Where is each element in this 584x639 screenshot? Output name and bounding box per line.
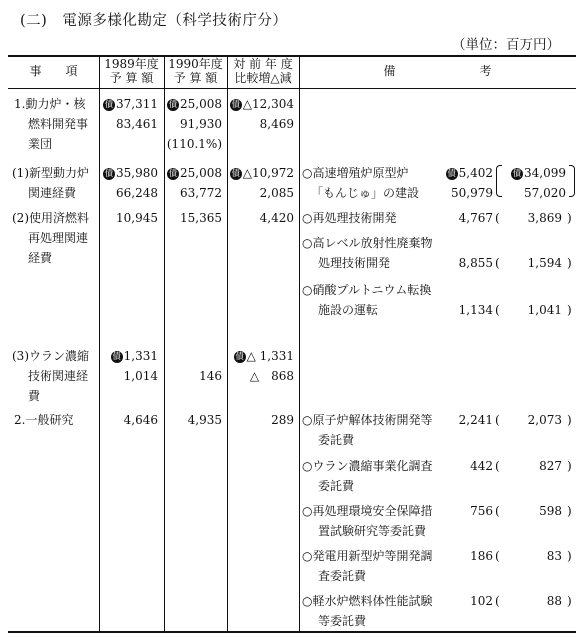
- header-bottom-rule: [8, 88, 576, 89]
- row4-compare-bond: [234, 347, 294, 365]
- row3-compare-value: 4,420: [259, 211, 294, 225]
- row2-compare-value: 2,085: [259, 186, 294, 200]
- remark-lwr-line1: ○軽水炉燃料体性能試験: [302, 594, 433, 608]
- remark-safety-line1: ○再処理環境安全保障措: [302, 504, 433, 518]
- remark-uranium-line2: 委託費: [318, 479, 355, 493]
- row2-compare-bond: [230, 164, 294, 182]
- row2-label-line2: 関連経費: [28, 186, 77, 200]
- remark-power-paren-close: ): [567, 549, 572, 563]
- remark-uranium-line1: ○ウラン濃縮事業化調査: [302, 459, 433, 473]
- remark-atomic-line1: ○原子炉解体技術開発等: [302, 413, 433, 427]
- remark-power-line2: 査委託費: [318, 569, 367, 583]
- remark-hlw-paren-close: ): [567, 256, 572, 270]
- remark-uranium-prev: 827: [539, 459, 562, 473]
- kokusai-mark: 債: [104, 100, 114, 110]
- row4-label-line3: 費: [28, 389, 41, 403]
- row4-1989-value: 1,014: [123, 369, 158, 383]
- header-item: 事 項: [29, 64, 78, 78]
- budget-table: [8, 55, 576, 633]
- row4-label-line1: (3)ウラン濃縮: [12, 349, 89, 363]
- remark-power-prev: 83: [546, 549, 562, 563]
- remark-atomic-paren-open: (: [495, 413, 500, 427]
- remark-plutonium-prev: 1,041: [527, 303, 562, 317]
- remark-uranium-value: 442: [470, 459, 493, 473]
- remark-atomic-prev: 2,073: [527, 413, 562, 427]
- header-1990-line2: 予 算 額: [173, 71, 218, 85]
- remark-hlw-line1: ○高レベル放射性廃棄物: [302, 236, 433, 250]
- remark-fbr-line1: ○高速増殖炉原型炉: [302, 166, 409, 180]
- remark-lwr-value: 102: [470, 594, 493, 608]
- row3-label-line3: 経費: [28, 251, 53, 265]
- kokusai-mark: 債: [104, 169, 114, 179]
- remark-fbr-bond: [446, 164, 493, 182]
- row3-1990-value: 15,365: [180, 211, 222, 225]
- row1-compare-value: 8,469: [259, 117, 294, 131]
- row2-1989-bond: [103, 164, 158, 182]
- row1-label-line3: 業団: [28, 137, 53, 151]
- remark-plutonium-value: 1,134: [458, 303, 493, 317]
- remark-lwr-prev: 88: [546, 594, 562, 608]
- row4-label-line2: 技術関連経: [28, 369, 89, 383]
- header-1989-line1: 1989年度: [104, 57, 159, 71]
- remark-safety-value: 756: [470, 504, 493, 518]
- row4-1989-bond-value: 1,331: [123, 349, 158, 363]
- remark-safety-prev: 598: [539, 504, 562, 518]
- row2-compare-bond-value: △10,972: [242, 166, 294, 180]
- col-divider-4: [299, 55, 300, 633]
- header-compare-line1: 対 前 年 度: [233, 57, 293, 71]
- kokusai-mark: 債: [447, 169, 456, 179]
- prev-year-bracket-close: [569, 165, 575, 197]
- header-compare-line2: 比較増△減: [234, 71, 292, 85]
- remark-fbr-line2: 「もんじゅ」の建設: [311, 186, 420, 200]
- remark-plutonium-line2: 施設の運転: [318, 303, 379, 317]
- row1-label-line2: 燃料開発事: [28, 117, 89, 131]
- remark-fbr-value: 50,979: [451, 186, 493, 200]
- remark-power-line1: ○発電用新型炉等開発調: [302, 549, 433, 563]
- row5-1990-value: 4,935: [187, 413, 222, 427]
- row2-label-line1: (1)新型動力炉: [12, 166, 89, 180]
- kokusai-mark: 債: [512, 169, 522, 179]
- table-bottom-rule-double: [8, 632, 576, 633]
- row3-1989-value: 10,945: [116, 211, 158, 225]
- row4-1990-value: 146: [199, 369, 222, 383]
- remark-plutonium-paren-open: (: [495, 303, 500, 317]
- kokusai-mark: 債: [235, 352, 244, 362]
- remark-uranium-paren-close: ): [567, 459, 572, 473]
- row1-1990-bond: [167, 95, 222, 113]
- col-divider-3: [227, 55, 228, 633]
- header-remarks: 備 考: [383, 64, 492, 78]
- header-1990-line1: 1990年度: [168, 57, 223, 71]
- remark-reprocess-value: 4,767: [458, 211, 493, 225]
- row1-1989-bond: [103, 95, 158, 113]
- remark-plutonium-paren-close: ): [567, 303, 572, 317]
- remark-lwr-paren-close: ): [567, 594, 572, 608]
- remark-power-paren-open: (: [495, 549, 500, 563]
- kokusai-mark: 債: [168, 100, 178, 110]
- header-1989-line2: 予 算 額: [109, 71, 154, 85]
- row4-1989-bond: [111, 347, 158, 365]
- remark-fbr-prev-bond-value: 34,099: [524, 166, 566, 180]
- remark-atomic-value: 2,241: [458, 413, 493, 427]
- remark-safety-line2: 置試験研究等委託費: [318, 524, 427, 538]
- remark-reprocess-line1: ○再処理技術開発: [302, 211, 397, 225]
- row1-1990-bond-value: 25,008: [180, 97, 222, 111]
- row3-label-line1: (2)使用済燃料: [12, 211, 89, 225]
- kokusai-mark: 債: [168, 169, 178, 179]
- remark-power-value: 186: [470, 549, 493, 563]
- col-divider-2: [164, 55, 165, 633]
- row4-compare-bond-value: △ 1,331: [246, 349, 294, 363]
- row2-1989-bond-value: 35,980: [116, 166, 158, 180]
- remark-fbr-bond-value: 5,402: [458, 166, 493, 180]
- remark-hlw-line2: 処理技術開発: [318, 256, 391, 270]
- remark-hlw-value: 8,855: [458, 256, 493, 270]
- row5-label-line1: 2.一般研究: [14, 413, 74, 427]
- row2-1989-value: 66,248: [116, 186, 158, 200]
- remark-reprocess-prev: 3,869: [527, 211, 562, 225]
- prev-year-bracket-open: [496, 165, 502, 197]
- row5-1989-value: 4,646: [123, 413, 158, 427]
- row1-1989-bond-value: 37,311: [116, 97, 158, 111]
- remark-fbr-prev-value: 57,020: [524, 186, 566, 200]
- row2-1990-bond: [167, 164, 222, 182]
- kokusai-mark: 債: [112, 352, 121, 362]
- remark-hlw-prev: 1,594: [527, 256, 562, 270]
- row1-compare-bond-value: △12,304: [242, 97, 294, 111]
- col-divider-1: [99, 55, 100, 633]
- row1-1990-ratio: (110.1%): [166, 137, 222, 151]
- remark-atomic-line2: 委託費: [318, 433, 355, 447]
- remark-lwr-paren-open: (: [495, 594, 500, 608]
- remark-atomic-paren-close: ): [567, 413, 572, 427]
- remark-reprocess-paren-close: ): [567, 211, 572, 225]
- remark-plutonium-line1: ○硝酸プルトニウム転換: [302, 283, 432, 297]
- row3-label-line2: 再処理関連: [28, 231, 89, 245]
- section-heading: (二) 電源多様化勘定（科学技術庁分）: [20, 13, 288, 29]
- remark-lwr-line2: 等委託費: [318, 614, 367, 628]
- row2-1990-bond-value: 25,008: [180, 166, 222, 180]
- remark-hlw-paren-open: (: [495, 256, 500, 270]
- kokusai-mark: 債: [231, 100, 241, 110]
- row2-1990-value: 63,772: [180, 186, 222, 200]
- row1-1990-value: 91,930: [180, 117, 222, 131]
- remark-reprocess-paren-open: (: [495, 211, 500, 225]
- row4-compare-value: △ 868: [249, 369, 294, 383]
- row1-compare-bond: [230, 95, 294, 113]
- unit-label: （単位：百万円）: [452, 37, 560, 53]
- row1-1989-value: 83,461: [116, 117, 158, 131]
- remark-uranium-paren-open: (: [495, 459, 500, 473]
- kokusai-mark: 債: [231, 169, 241, 179]
- remark-fbr-prev-bond: [511, 164, 566, 182]
- row5-compare-value: 289: [271, 413, 294, 427]
- remark-safety-paren-open: (: [495, 504, 500, 518]
- row1-label-line1: 1.動力炉・核: [14, 97, 86, 111]
- remark-safety-paren-close: ): [567, 504, 572, 518]
